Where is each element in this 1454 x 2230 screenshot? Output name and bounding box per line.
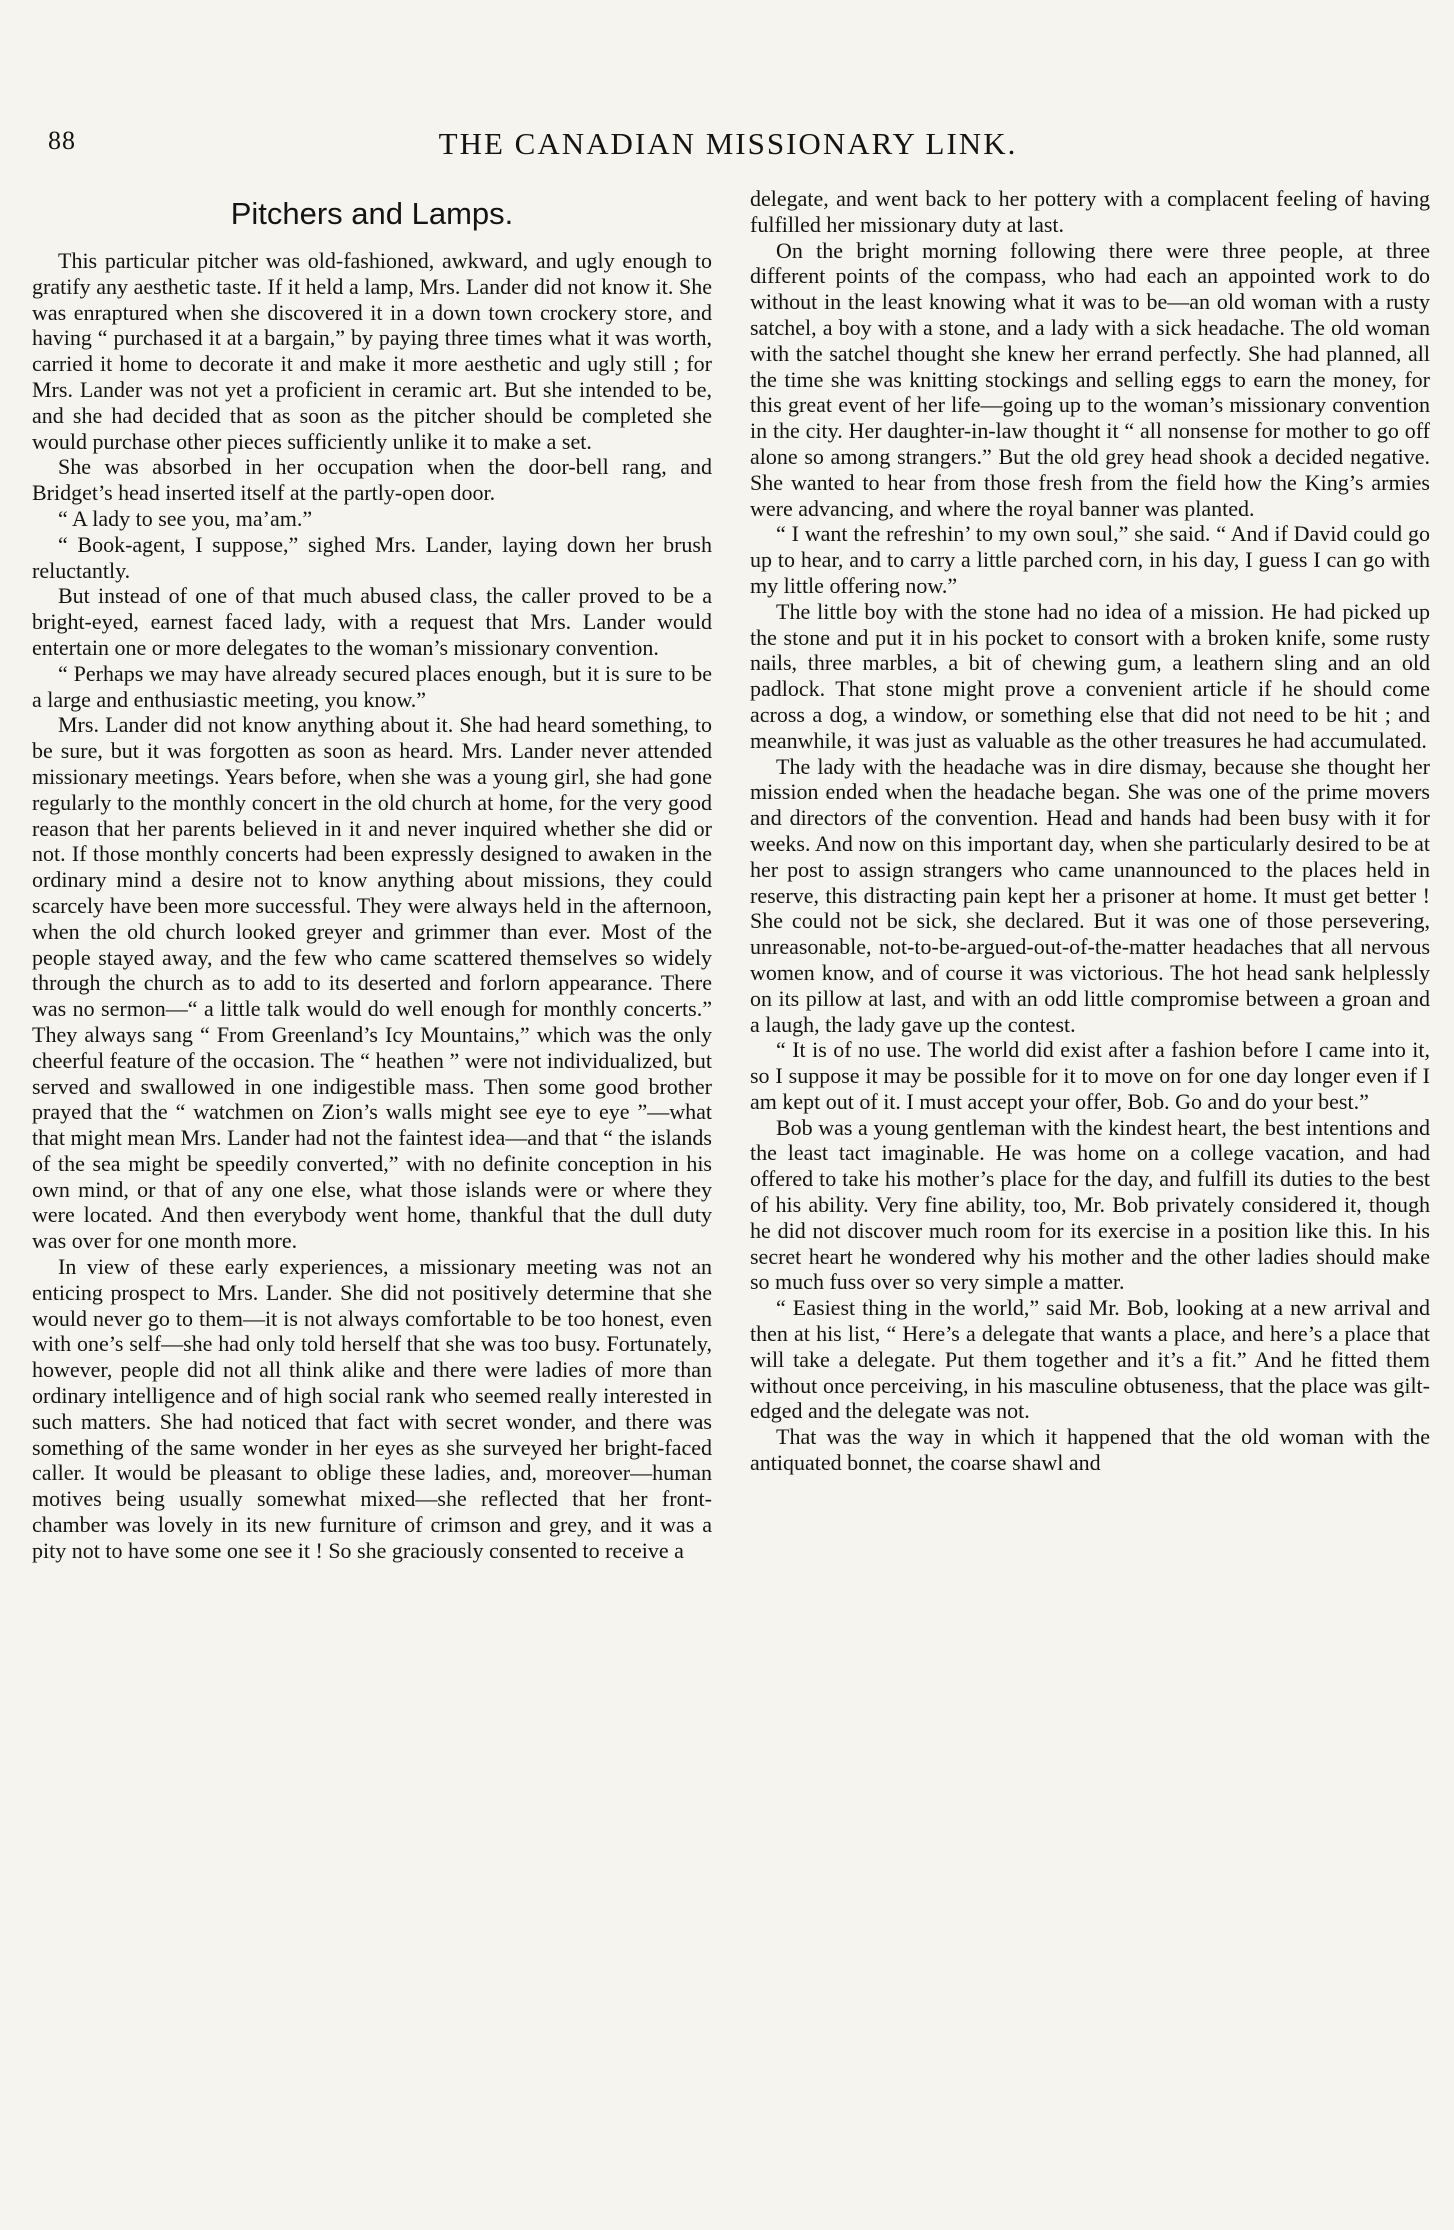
paragraph: “ It is of no use. The world did exist after a fashion before I came into it, so I suppose it may be possible for it to move on for one day longer even if I am kept out of it. I must accept your offer, Bob. Go and do your best.” <box>750 1037 1430 1114</box>
paragraph: Bob was a young gentleman with the kindest heart, the best intentions and the least tact imaginable. He was home on a college vacation, and had offered to take his mother’s place for the day, and fulfill its duties to the best of his ability. Very fine ability, too, Mr. Bob privately considered it, though he did not discover much room for its exercise in a position like this. In his secret heart he wondered why his mother and the other ladies should make so much fuss over so very simple a matter. <box>750 1114 1430 1295</box>
page-header <box>48 126 1408 166</box>
paragraph-continuation: delegate, and went back to her pottery with a complacent feeling of having fulfilled her missionary duty at last. <box>750 186 1430 237</box>
paragraph: “ Book-agent, I suppose,” sighed Mrs. Lander, laying down her brush reluctantly. <box>32 531 712 583</box>
paragraph: This particular pitcher was old-fashioned, awkward, and ugly enough to gratify any aesthetic taste. If it held a lamp, Mrs. Lander did not know it. She was enraptured when she discovered it in a down town crockery store, and having “ purchased it at a bargain,” by paying three times what it was worth, carried it home to decorate it and make it more aesthetic and ugly still ; for Mrs. Lander was not yet a proficient in ceramic art. But she intended to be, and she had decided that as soon as the pitcher should be completed she would purchase other pieces sufficiently unlike it to make a set. <box>32 248 712 454</box>
paragraph: “ A lady to see you, ma’am.” <box>58 505 313 531</box>
paragraph: In view of these early experiences, a missionary meeting was not an enticing prospect to Mrs. Lander. She did not positively determine that she would never go to them—it is not always comfortable to be too honest, even with one’s self—she had only told herself that she was too busy. Fortunately, however, people did not all think alike and there were ladies of more than ordinary intelligence and of high social rank who seemed really interested in such matters. She had noticed that fact with secret wonder, and there was something of the same wonder in her eyes as she surveyed her bright-faced caller. It would be pleasant to oblige these ladies, and, moreover—human motives being usually somewhat mixed—she reflected that her front-chamber was lovely in its new furniture of crimson and grey, and it was a pity not to have some one see it ! So she graciously consented to receive a <box>32 1254 712 1563</box>
paragraph: But instead of one of that much abused class, the caller proved to be a bright-eyed, earnest faced lady, with a request that Mrs. Lander would entertain one or more delegates to the woman’s missionary convention. <box>32 583 712 660</box>
paragraph: Mrs. Lander did not know anything about it. She had heard something, to be sure, but it was forgotten as soon as heard. Mrs. Lander never attended missionary meetings. Years before, when she was a young girl, she had gone regularly to the monthly concert in the old church at home, for the very good reason that her parents believed in it and never inquired whether she did or not. If those monthly concerts had been expressly designed to awaken in the ordinary mind a desire not to know anything about missions, they could scarcely have been more successful. They were always held in the afternoon, when the old church looked greyer and grimmer than ever. Most of the people stayed away, and the few who came scattered themselves so widely through the church as to add to its deserted and forlorn appearance. There was no sermon—“ a little talk would do well enough for monthly concerts.” They always sang “ From Greenland’s Icy Mountains,” which was the only cheerful feature of the occasion. The “ heathen ” were not individualized, but served and swallowed in one indigestible mass. Then some good brother prayed that the “ watchmen on Zion’s walls might see eye to eye ”—what that might mean Mrs. Lander had not the faintest idea—and that “ the islands of the sea might be speedily converted,” with no definite conception in his own mind, or that of any one else, what those islands were or where they were located. And then everybody went home, thankful that the dull duty was over for one month more. <box>32 712 712 1254</box>
paragraph: The little boy with the stone had no idea of a mission. He had picked up the stone and put it in his pocket to consort with a broken knife, some rusty nails, three marbles, a bit of chewing gum, a leathern sling and an old padlock. That stone might prove a convenient article if he should come across a dog, a window, or something else that did not need to be hit ; and meanwhile, it was just as valuable as the other treasures he had accumulated. <box>750 598 1430 753</box>
right-column <box>750 186 1430 1476</box>
article-title: Pitchers and Lamps. <box>230 196 514 231</box>
paragraph: “ Easiest thing in the world,” said Mr. Bob, looking at a new arrival and then at his list, “ Here’s a delegate that wants a place, and here’s a place that will take a delegate. Put them together and it’s a fit.” And he fitted them without once perceiving, in his masculine obtuseness, that the place was gilt-edged and the delegate was not. <box>750 1295 1430 1424</box>
paragraph: The lady with the headache was in dire dismay, because she thought her mission ended when the headache began. She was one of the prime movers and directors of the convention. Head and hands had been busy with it for weeks. And now on this important day, when she particularly desired to be at her post to assign strangers who came unannounced to the places held in reserve, this distracting pain kept her a prisoner at home. It must get better ! She could not be sick, she declared. But it was one of those persevering, unreasonable, not-to-be-argued-out-of-the-matter headaches that all nervous women know, and of course it was victorious. The hot head sank helplessly on its pillow at last, and with an odd little compromise between a groan and a laugh, the lady gave up the contest. <box>750 753 1430 1037</box>
paragraph: On the bright morning following there were three people, at three different points of the compass, who had each an appointed work to do without in the least knowing what it was to be—an old woman with a rusty satchel, a boy with a stone, and a lady with a sick headache. The old woman with the satchel thought she knew her errand perfectly. She had planned, all the time she was knitting stockings and selling eggs to earn the money, for this great event of her life—going up to the woman’s missionary convention in the city. Her daughter-in-law thought it “ all nonsense for mother to go off alone so among strangers.” But the old grey head shook a decided negative. She wanted to hear from those fresh from the field how the King’s armies were advancing, and where the royal banner was planted. <box>750 237 1430 521</box>
left-column <box>32 186 712 1564</box>
paragraph: “ Perhaps we may have already secured places enough, but it is sure to be a large and enthusiastic meeting, you know.” <box>32 660 712 712</box>
paragraph: She was absorbed in her occupation when the door-bell rang, and Bridget’s head inserted itself at the partly-open door. <box>32 454 712 506</box>
journal-title: THE CANADIAN MISSIONARY LINK. <box>438 126 1018 161</box>
page-number: 88 <box>48 126 76 155</box>
paragraph: “ I want the refreshin’ to my own soul,” she said. “ And if David could go up to hear, and to carry a little parched corn, in his day, I guess I can go with my little offering now.” <box>750 521 1430 598</box>
paragraph: That was the way in which it happened that the old woman with the antiquated bonnet, the coarse shawl and <box>750 1424 1430 1476</box>
